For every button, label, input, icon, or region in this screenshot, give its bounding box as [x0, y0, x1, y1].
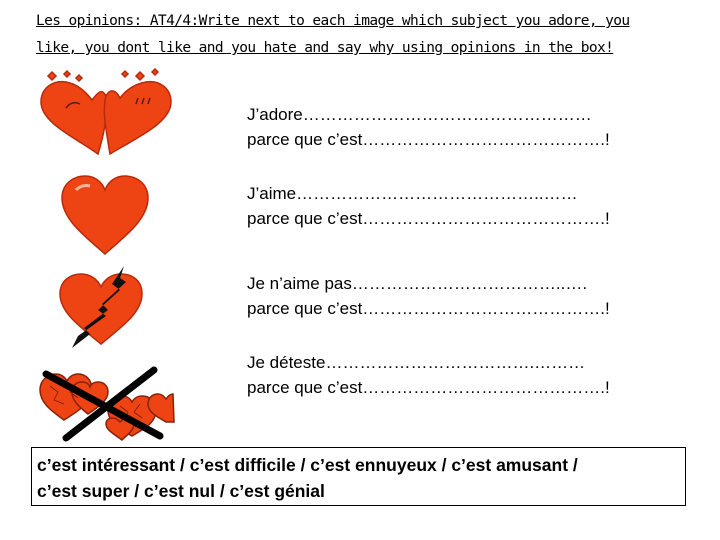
opinion-prompt-aime: J’aime……………………………………..…… — [247, 184, 578, 203]
reason-prompt-naime-pas: parce que c’est…………………………………….! — [247, 299, 610, 318]
opinions-line-1: c’est intéressant / c’est difficile / c’est ennuyeux / c’est amusant / — [37, 455, 578, 475]
reason-prompt-deteste: parce que c’est…………………………………….! — [247, 378, 610, 397]
opinion-prompt-deteste: Je déteste……………………………….……… — [247, 353, 586, 372]
opinion-row-adore — [247, 102, 610, 152]
reason-prompt-adore: parce que c’est…………………………………….! — [247, 130, 610, 149]
instructions-line-1: Les opinions: AT4/4:Write next to each image which subject you adore, you — [36, 13, 630, 29]
reason-prompt-aime: parce que c’est…………………………………….! — [247, 209, 610, 228]
opinion-row-naime-pas — [247, 271, 610, 321]
kissing-hearts-icon — [36, 68, 176, 160]
opinion-prompt-adore: J’adore…………………………………………… — [247, 105, 592, 124]
instructions-line-2: like, you dont like and you hate and say why using opinions in the box! — [36, 40, 614, 56]
broken-heart-icon — [54, 264, 144, 350]
opinions-box — [31, 447, 686, 506]
opinion-prompt-naime-pas: Je n’aime pas………………………………..…. — [247, 274, 588, 293]
opinions-line-2: c’est super / c’est nul / c’est génial — [37, 481, 325, 501]
opinion-row-deteste — [247, 350, 610, 400]
instructions-heading — [36, 8, 686, 62]
crossed-hearts-icon — [36, 366, 176, 442]
heart-icon — [60, 174, 150, 258]
opinion-row-aime — [247, 181, 610, 231]
